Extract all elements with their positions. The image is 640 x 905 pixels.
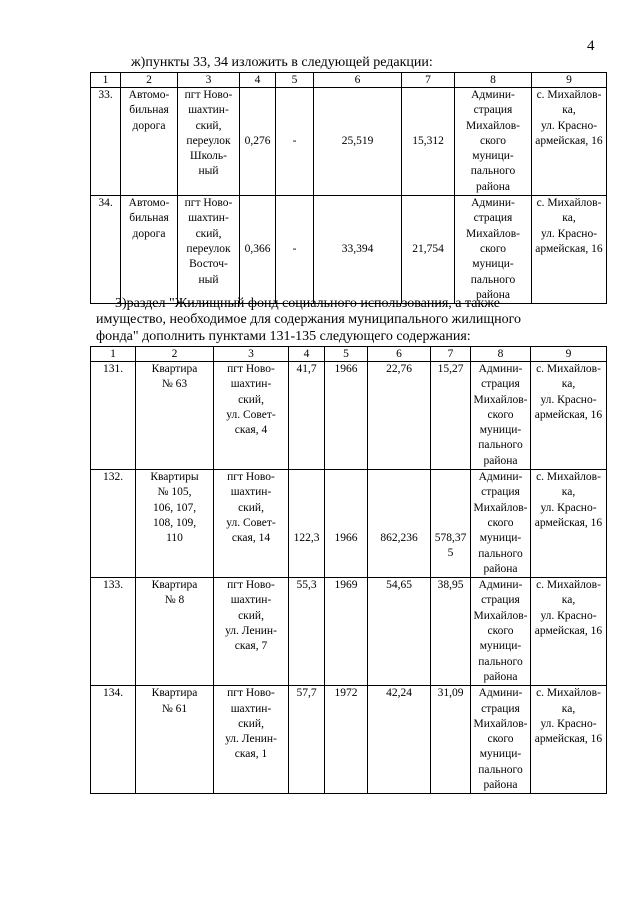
holder-cell bbox=[455, 88, 532, 196]
value-cell: 1972 bbox=[325, 686, 368, 794]
location-cell-line: ул. Красно- bbox=[540, 717, 597, 730]
location-cell-line: с. Михайлов- bbox=[536, 471, 601, 484]
address-cell-line: пгт Ново- bbox=[184, 197, 233, 210]
holder-cell-line: Админи- bbox=[471, 89, 515, 101]
address-cell bbox=[178, 196, 240, 304]
holder-cell-line: района bbox=[483, 562, 518, 575]
row-number-cell: 132. bbox=[91, 470, 136, 578]
value-cell: 0,366 bbox=[240, 196, 276, 304]
object-name-cell-line: № 61 bbox=[161, 702, 188, 715]
object-name-cell bbox=[136, 470, 214, 578]
object-name-cell bbox=[136, 362, 214, 470]
location-cell bbox=[532, 88, 607, 196]
address-cell-line: ский, bbox=[238, 717, 264, 730]
housing-table bbox=[90, 346, 607, 794]
location-cell-line: ка, bbox=[561, 702, 576, 715]
holder-cell-line: ского bbox=[487, 408, 514, 421]
object-name-cell-line: 110 bbox=[166, 532, 183, 545]
holder-cell-line: муници- bbox=[472, 258, 514, 271]
roads-table bbox=[90, 72, 607, 304]
address-cell-line: шахтин- bbox=[230, 486, 272, 499]
column-header: 5 bbox=[325, 347, 368, 362]
holder-cell-line: Админи- bbox=[471, 197, 515, 210]
table-header-row bbox=[91, 347, 607, 362]
value-cell: 54,65 bbox=[368, 578, 431, 686]
column-header: 7 bbox=[402, 73, 455, 88]
address-cell bbox=[178, 88, 240, 196]
column-header: 1 bbox=[91, 73, 121, 88]
object-name-cell bbox=[136, 578, 214, 686]
value-cell: 25,519 bbox=[314, 88, 402, 196]
object-name-cell-line: Квартира bbox=[151, 579, 198, 592]
value-cell: - bbox=[276, 88, 314, 196]
address-cell-line: ный bbox=[198, 273, 219, 286]
address-cell-line: ский, bbox=[195, 227, 222, 240]
holder-cell-line: муници- bbox=[479, 748, 522, 761]
value-cell: 15,312 bbox=[402, 88, 455, 196]
holder-cell-line: страция bbox=[473, 104, 513, 117]
address-cell-line: пгт Ново- bbox=[227, 687, 275, 700]
location-cell-line: с. Михайлов- bbox=[536, 579, 601, 592]
holder-cell bbox=[471, 578, 531, 686]
holder-cell-line: Михайлов- bbox=[473, 609, 528, 622]
section-intro-text: ж)пункты 33, 34 изложить в следующей редакции: bbox=[131, 55, 433, 70]
object-name-cell-line: Квартиры bbox=[150, 471, 199, 484]
value-cell: 21,754 bbox=[402, 196, 455, 304]
address-cell-line: пгт Ново- bbox=[227, 471, 275, 484]
object-name-cell-line: Автомо- bbox=[128, 197, 170, 210]
value-cell: 55,3 bbox=[289, 578, 325, 686]
column-header: 1 bbox=[91, 347, 136, 362]
address-cell-line: ул. Совет- bbox=[226, 516, 276, 529]
object-name-cell-line: 108, 109, bbox=[152, 516, 197, 529]
column-header: 3 bbox=[214, 347, 289, 362]
holder-cell-line: района bbox=[483, 454, 518, 467]
value-cell: - bbox=[276, 196, 314, 304]
address-cell-line: ный bbox=[198, 165, 219, 178]
object-name-cell-line: Квартира bbox=[151, 687, 198, 700]
value-cell: 1966 bbox=[325, 362, 368, 470]
column-header: 6 bbox=[314, 73, 402, 88]
object-name-cell-line: № 8 bbox=[164, 594, 185, 607]
holder-cell-line: страция bbox=[481, 378, 520, 391]
holder-cell bbox=[471, 470, 531, 578]
column-header: 9 bbox=[532, 73, 607, 88]
row-number-cell: 131. bbox=[91, 362, 136, 470]
location-cell-line: армейская, 16 bbox=[534, 408, 603, 421]
address-cell-line: ский, bbox=[195, 119, 222, 132]
value-cell: 1966 bbox=[325, 470, 368, 578]
address-cell-line: ул. Ленин- bbox=[225, 733, 277, 746]
holder-cell-line: пального bbox=[478, 439, 523, 452]
location-cell-line: армейская, 16 bbox=[535, 242, 603, 255]
column-header: 5 bbox=[276, 73, 314, 88]
object-name-cell-line: бильная bbox=[129, 104, 169, 117]
holder-cell-line: района bbox=[483, 779, 518, 792]
value-cell: 862,236 bbox=[368, 470, 431, 578]
holder-cell-line: страция bbox=[473, 212, 513, 225]
row-number-cell: 134. bbox=[91, 686, 136, 794]
address-cell-line: пгт Ново- bbox=[184, 89, 233, 101]
column-header: 8 bbox=[455, 73, 532, 88]
address-cell-line: переулок bbox=[186, 134, 231, 147]
holder-cell-line: муници- bbox=[479, 424, 522, 437]
page-number: 4 bbox=[587, 38, 595, 54]
holder-cell-line: пального bbox=[470, 165, 516, 178]
object-name-cell-line: № 63 bbox=[161, 378, 188, 391]
table-row bbox=[91, 578, 607, 686]
object-name-cell-line: 106, 107, bbox=[152, 501, 197, 514]
location-cell bbox=[531, 470, 607, 578]
address-cell-line: ский, bbox=[238, 393, 264, 406]
address-cell-line: ская, 7 bbox=[234, 640, 268, 653]
value-cell: 578,375 bbox=[431, 470, 471, 578]
holder-cell-line: Михайлов- bbox=[473, 717, 528, 730]
holder-cell-line: ского bbox=[487, 516, 514, 529]
location-cell-line: с. Михайлов- bbox=[536, 197, 602, 210]
holder-cell-line: Админи- bbox=[478, 579, 523, 592]
table-row bbox=[91, 470, 607, 578]
holder-cell-line: ского bbox=[479, 134, 507, 147]
object-name-cell-line: № 105, bbox=[157, 486, 192, 499]
holder-cell-line: района bbox=[475, 288, 511, 301]
location-cell-line: ул. Красно- bbox=[540, 119, 598, 132]
value-cell: 57,7 bbox=[289, 686, 325, 794]
value-cell: 15,27 bbox=[431, 362, 471, 470]
address-cell-line: шахтин- bbox=[188, 212, 229, 225]
location-cell-line: с. Михайлов- bbox=[536, 363, 601, 375]
value-cell: 41,7 bbox=[289, 362, 325, 470]
address-cell-line: шахтин- bbox=[230, 702, 272, 715]
holder-cell-line: муници- bbox=[479, 532, 522, 545]
holder-cell-line: ского bbox=[487, 625, 514, 638]
value-cell: 1969 bbox=[325, 578, 368, 686]
location-cell-line: армейская, 16 bbox=[534, 516, 603, 529]
object-name-cell-line: Квартира bbox=[151, 363, 198, 375]
address-cell-line: ул. Ленин- bbox=[225, 625, 277, 638]
holder-cell-line: Михайлов- bbox=[473, 393, 528, 406]
holder-cell-line: пального bbox=[478, 763, 523, 776]
address-cell-line: шахтин- bbox=[230, 378, 272, 391]
location-cell-line: с. Михайлов- bbox=[536, 687, 601, 700]
location-cell-line: ка, bbox=[562, 212, 576, 225]
value-cell: 38,95 bbox=[431, 578, 471, 686]
location-cell-line: армейская, 16 bbox=[534, 625, 603, 638]
object-name-cell bbox=[121, 196, 178, 304]
holder-cell-line: Админи- bbox=[478, 471, 523, 484]
holder-cell-line: ского bbox=[479, 242, 507, 255]
object-name-cell bbox=[136, 686, 214, 794]
address-cell-line: ская, 4 bbox=[234, 424, 268, 437]
address-cell-line: ский, bbox=[238, 609, 264, 622]
column-header: 7 bbox=[431, 347, 471, 362]
table-row bbox=[91, 686, 607, 794]
paragraph-line: имущество, необходимое для содержания муниципального жилищного bbox=[96, 312, 521, 328]
holder-cell-line: ского bbox=[487, 733, 514, 746]
column-header: 3 bbox=[178, 73, 240, 88]
holder-cell-line: Админи- bbox=[478, 363, 523, 375]
value-cell: 42,24 bbox=[368, 686, 431, 794]
location-cell bbox=[531, 362, 607, 470]
address-cell bbox=[214, 578, 289, 686]
value-cell: 22,76 bbox=[368, 362, 431, 470]
address-cell-line: пгт Ново- bbox=[227, 363, 275, 375]
column-header: 4 bbox=[289, 347, 325, 362]
row-number-cell: 133. bbox=[91, 578, 136, 686]
row-number-cell: 33. bbox=[91, 88, 121, 196]
address-cell-line: Восточ- bbox=[189, 258, 228, 271]
location-cell-line: ул. Красно- bbox=[540, 501, 597, 514]
column-header: 8 bbox=[471, 347, 531, 362]
location-cell-line: ул. Красно- bbox=[540, 393, 597, 406]
location-cell-line: ул. Красно- bbox=[540, 609, 597, 622]
row-number-cell: 34. bbox=[91, 196, 121, 304]
value-cell: 33,394 bbox=[314, 196, 402, 304]
holder-cell-line: района bbox=[483, 670, 518, 683]
object-name-cell-line: дорога bbox=[132, 227, 166, 240]
address-cell bbox=[214, 362, 289, 470]
table-row bbox=[91, 88, 607, 196]
column-header: 2 bbox=[121, 73, 178, 88]
address-cell-line: шахтин- bbox=[188, 104, 229, 117]
location-cell-line: ка, bbox=[562, 104, 576, 117]
holder-cell-line: пального bbox=[478, 547, 523, 560]
object-name-cell-line: бильная bbox=[129, 212, 169, 225]
table-row bbox=[91, 362, 607, 470]
holder-cell bbox=[455, 196, 532, 304]
location-cell bbox=[531, 686, 607, 794]
location-cell-line: с. Михайлов- bbox=[536, 89, 602, 101]
address-cell-line: ский, bbox=[238, 501, 264, 514]
paragraph-line: фонда" дополнить пунктами 131-135 следующего содержания: bbox=[96, 328, 471, 344]
location-cell-line: армейская, 16 bbox=[535, 134, 603, 147]
holder-cell-line: Михайлов- bbox=[466, 227, 520, 240]
value-cell: 0,276 bbox=[240, 88, 276, 196]
location-cell-line: ка, bbox=[561, 378, 576, 391]
column-header: 6 bbox=[368, 347, 431, 362]
address-cell-line: Школь- bbox=[189, 150, 227, 163]
column-header: 4 bbox=[240, 73, 276, 88]
value-cell: 122,3 bbox=[289, 470, 325, 578]
table-header-row bbox=[91, 73, 607, 88]
address-cell-line: переулок bbox=[186, 242, 231, 255]
location-cell-line: ка, bbox=[561, 594, 576, 607]
object-name-cell-line: Автомо- bbox=[128, 89, 170, 101]
holder-cell-line: Михайлов- bbox=[466, 119, 520, 132]
paragraph-line: 3)раздел "Жилищный фонд социального использования, а также bbox=[115, 296, 500, 311]
address-cell-line: ул. Совет- bbox=[226, 408, 276, 421]
holder-cell-line: пального bbox=[470, 273, 516, 286]
holder-cell-line: страция bbox=[481, 594, 520, 607]
holder-cell-line: Админи- bbox=[478, 687, 523, 700]
object-name-cell-line: дорога bbox=[132, 119, 166, 132]
holder-cell-line: страция bbox=[481, 486, 520, 499]
address-cell bbox=[214, 686, 289, 794]
table-row bbox=[91, 196, 607, 304]
location-cell-line: ул. Красно- bbox=[540, 227, 598, 240]
location-cell-line: армейская, 16 bbox=[534, 733, 603, 746]
holder-cell-line: страция bbox=[481, 702, 520, 715]
address-cell-line: ская, 1 bbox=[234, 748, 268, 761]
address-cell bbox=[214, 470, 289, 578]
object-name-cell bbox=[121, 88, 178, 196]
holder-cell bbox=[471, 362, 531, 470]
holder-cell-line: пального bbox=[478, 655, 523, 668]
holder-cell-line: района bbox=[475, 180, 511, 193]
holder-cell-line: муници- bbox=[472, 150, 514, 163]
address-cell-line: шахтин- bbox=[230, 594, 272, 607]
column-header: 9 bbox=[531, 347, 607, 362]
location-cell bbox=[531, 578, 607, 686]
value-cell: 31,09 bbox=[431, 686, 471, 794]
address-cell-line: пгт Ново- bbox=[227, 579, 275, 592]
address-cell-line: ская, 14 bbox=[231, 532, 271, 545]
holder-cell bbox=[471, 686, 531, 794]
holder-cell-line: Михайлов- bbox=[473, 501, 528, 514]
location-cell-line: ка, bbox=[561, 486, 576, 499]
section-paragraph bbox=[96, 296, 606, 345]
holder-cell-line: муници- bbox=[479, 640, 522, 653]
location-cell bbox=[532, 196, 607, 304]
column-header: 2 bbox=[136, 347, 214, 362]
